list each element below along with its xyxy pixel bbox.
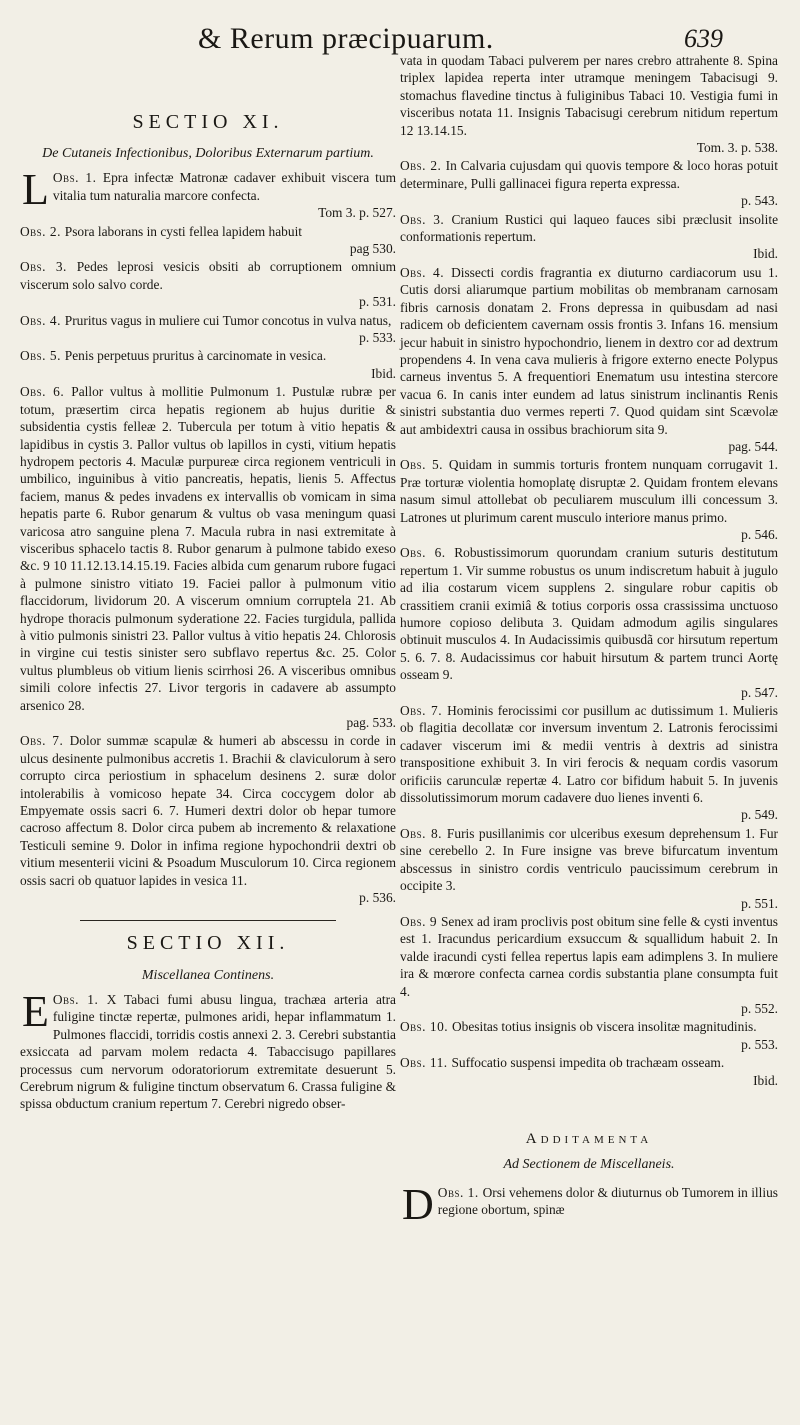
index-entry	[400, 1054, 778, 1089]
entry-page-ref: p. 552.	[741, 1000, 778, 1016]
entry-label: Obs. 3.	[400, 211, 452, 227]
entry-label: Obs. 10.	[400, 1019, 452, 1035]
entry-label: Obs. 1.	[437, 1184, 483, 1200]
entry-text: Pallor vultus à mollitie Pulmonum 1. Pustulæ rubræ per totum, præsertim circa hepatis regionem ab hujus duritie & subsidentia cystis felleæ 2. Tubercula per totum à vitio hepatis & lapidibus in cystis 3. Pallor vultus ob lapillos in cysti, vitium hepatis hydropem pectoris 4. Maculæ purpureæ circa regionem ventriculi in umbilico, inguinibus à vitio pancreatis, hepatis, lienis 5. Affectus faciem, manus & pedes invadens ex intervallis ob vomicam in sima hepatis parte 6. Rubor genarum & vultus ob vasa meningum quasi varicosa atro sanguine plena 7. Macula rubra in nasi extremitate à visceribus sphacelo tactis 8. Rubor genarum à pulmone tabido exeso &c. 9 10 11.12.13.14.15.19. Facies albida cum genarum rubore fugaci à pulmone sinistro vitiato 19. Faciei pallor à pulmonum vitio flaccidorum, lividorum 20. A viscerum omnium corruptela 21. Ab hydrope thoracis pulmonum syderatione 22. Facies turgidula, pallida à vitio pulmonis sinistri 23. Pallor vultus à vitio hepatis 24. Chlorosis in virgine cui testis sinister sero subflavo repertus &c. 25. Color vultus plumbleus ob vitium lienis scirrhosi 26. A visceribus omnibus simili colore infectis 27. Livor tergoris in cadavere ab assumpto arsenico 28.	[20, 384, 397, 713]
entry-text: X Tabaci fumi abusu lingua, trachæa arteria atra fuligine tinctæ repertæ, pulmones aridi, hepar inflammatum 1. Pulmones flaccidi, torridis costis annexi 2. 3. Cerebri substantia exsiccata ad parvam molem redacta 4. Tabaccisugo papillares processus cum nervorum odoratoriorum extremitate desuerunt 5. Cerebrum nigrum & fuligine tinctum observatum 6. Crassa fuligine & spissa obductum cranium repertum 7. Cerebri nigredo obser-	[20, 991, 397, 1112]
entry-label: Obs. 2.	[400, 158, 446, 174]
entry-label: Obs. 4.	[400, 264, 452, 280]
entry-page-ref: p. 536.	[359, 890, 396, 906]
section-divider	[80, 920, 336, 921]
index-entry	[20, 347, 396, 382]
additamenta-heading: Additamenta	[525, 1130, 653, 1147]
index-entry	[400, 211, 778, 263]
entry-label: Obs. 1.	[52, 170, 103, 186]
entry-text: Quidam in summis torturis frontem nunquam corrugavit 1. Præ torturæ violentia homoplatę disruptæ 2. Quidam frontem elevans nasum simul attollebat ob peculiarem musculum illi concessum 3. Latrones ut plurimum carent musculo interiore manus primo.	[400, 457, 779, 525]
entry-page-ref: pag 530.	[349, 241, 396, 257]
section-11-entries	[20, 165, 397, 906]
index-entry	[20, 223, 396, 258]
continuation-text: vata in quodam Tabaci pulverem per nares crebro attrahente 8. Spina triplex lapidea reperta inter utramque meningem Tabacisugi 9. stomachus flavedine tinctus à fuliginibus Tabaci 10. Vestigia fumi in visceribus notata 11. Insignis Tabacisugi cerebrum nitidum repertum 12 13.14.15.	[400, 53, 778, 138]
entry-label: Obs. 6.	[400, 545, 455, 561]
entry-page-ref: Ibid.	[753, 246, 778, 262]
entry-text: Furis pusillanimis cor ulceribus exesum deprehensum 1. Fur sine cerebello 2. In Fure insigne vas breve bifurcatum inventum abscessus in sinistro cordis ventriculo paucissimum cerebrum in occipite 3.	[400, 825, 779, 894]
drop-cap: E	[22, 986, 49, 1036]
index-entry	[20, 165, 397, 221]
entry-label: Obs. 2.	[20, 223, 65, 239]
entry-label: Obs. 5.	[20, 348, 65, 364]
right-entries	[400, 157, 778, 1089]
entry-text: Robustissimorum quorundam cranium suturis destitutum repertum 1. Vir summe robustus os unum indiscretum habuit à jugulo ad ilia costarum vicem supplens 2. singulare robur capitis ob crassitiem cranii eximiâ & totius corporis ossa crassissima unctuoso humore copioso delibuta 3. Quidam admodum agilis singulares obtinuit musculos 4. In Audacissimis quibusdã cor hirsutum repertum 5. 6. 7. 8. Audacissimus cor habuit hirsutum & partem trunci Aortę osseam 9.	[400, 545, 779, 683]
entry-text: Cranium Rustici qui laqueo fauces sibi præclusit insolite conformationis repertum.	[400, 211, 779, 245]
entry-text: Penis perpetuus pruritus à carcinomate in vesica.	[64, 348, 327, 364]
entry-text: Pruritus vagus in muliere cui Tumor concotus in vulva natus,	[64, 312, 392, 328]
entry-label: Obs. 1.	[52, 991, 107, 1007]
entry-text: In Calvaria cujusdam qui quovis tempore & loco horas potuit determinare, Pulli gallinacei figura reperta expressa.	[400, 158, 778, 191]
index-entry	[20, 312, 396, 347]
index-entry	[20, 383, 396, 731]
drop-cap: D	[402, 1179, 434, 1229]
entry-text: Senex ad iram proclivis post obitum sine felle & cysti inventus est 1. Iracundus pericardium exsuccum & squallidum habuit 2. In valde iracundi cysti fellea repertus lapis eam adimplens 3. In muliere ira & mœrore confecta carnea cordis substantia plane consumpta fuit 4.	[400, 913, 779, 999]
entry-page-ref: p. 551.	[741, 895, 778, 911]
entry-label: Obs. 9	[400, 913, 441, 929]
continuation-entry	[400, 52, 778, 156]
entry-page-ref: p. 546.	[741, 526, 778, 542]
entry-page-ref: p. 533.	[359, 330, 396, 346]
index-entry	[400, 456, 778, 543]
index-entry	[20, 732, 396, 906]
entry-label: Obs. 5.	[400, 457, 449, 473]
entry-text: Psora laborans in cysti fellea lapidem habuit	[64, 223, 303, 239]
entry-label: Obs. 6.	[20, 384, 72, 400]
drop-cap: L	[22, 165, 49, 215]
section-11-subtitle: De Cutaneis Infectionibus, Doloribus Externarum partium.	[42, 146, 374, 162]
entry-page-ref: pag. 544.	[728, 438, 778, 454]
index-entry	[400, 913, 778, 1017]
left-column	[20, 108, 396, 1114]
entry-page-ref: p. 547.	[741, 684, 778, 700]
entry-text: Suffocatio suspensi impedita ob trachæam osseam.	[451, 1055, 725, 1071]
index-entry	[400, 544, 778, 701]
entry-label: Obs. 7.	[20, 733, 70, 749]
entry-label: Obs. 3.	[20, 259, 77, 275]
index-entry	[20, 986, 397, 1113]
entry-page-ref: Tom 3. p. 527.	[318, 205, 396, 221]
section-12-subtitle: Miscellanea Continens.	[141, 967, 275, 983]
entry-label: Obs. 11.	[400, 1055, 452, 1071]
entry-text: Dissecti cordis fragrantia ex diuturno cardiacorum usu 1. Cutis dorsi aliarumque partium mobilitas ob membranam carnosam fibris carnosis donatam 2. Frons depressa in quibusdam ad nasi radicem ob deficientem cavernam ossis frontis 3. Infans 16. mensium jecur habuit in sinistro hypochondrio, lienem in dextro cor ad dextrum propendens 4. In vena cava mulieris à frigore externo enecte Polypus carneus inventus 5. A frequentiori Enematum usu intestina stercore vacua 6. In canis inter eundem ad latus sinistrum inclinantis Renis sinistri substantia duo vermes reperti 7. Quod quidam sint Scævolæ aut ambidextri causa in ossibus brachiorum sita 9.	[400, 264, 778, 437]
entry-page-ref: p. 543.	[741, 193, 778, 209]
section-12-heading: SECTIO XII.	[126, 932, 290, 955]
index-entry	[400, 264, 778, 455]
entry-page-ref: Ibid.	[371, 365, 396, 381]
entry-text: Obesitas totius insignis ob viscera insolitæ magnitudinis.	[451, 1019, 757, 1035]
entry-page-ref: Ibid.	[753, 1072, 778, 1088]
entry-page-ref: p. 531.	[359, 294, 396, 310]
index-entry	[400, 1018, 778, 1053]
entry-text: Pedes leprosi vesicis obsiti ab corruptionem omnium viscerum solo salvo corde.	[20, 259, 396, 292]
entry-label: Obs. 7.	[400, 703, 448, 719]
entry-page-ref: pag. 533.	[346, 715, 396, 730]
entry-text: Orsi vehemens dolor & diuturnus ob Tumorem in illius regione obortum, spinæ	[437, 1184, 779, 1218]
index-entry	[400, 1179, 779, 1229]
index-entry	[400, 825, 778, 912]
index-entry	[20, 258, 396, 310]
right-column	[400, 52, 779, 1229]
section-11-heading: SECTIO XI.	[132, 111, 284, 133]
entry-label: Obs. 4.	[20, 312, 65, 328]
entry-text: Hominis ferocissimi cor pusillum ac dutissimum 1. Mulieris ob flagitia decollatæ cor inversum inventum 2. Latronis ferocissimi cadaver viscerum imi & medii ventris à dextris ad sinistra transpositione exhibuit 3. In viri ferocis & nequam cordis vasorum orificiis carunculæ repertæ 4. Latro cor bifidum habuit 5. In juvenis dissolutissimorum morum cadavere duo lienes inventi 6.	[400, 703, 778, 806]
entry-label: Obs. 8.	[400, 825, 447, 841]
entry-text: Epra infectæ Matronæ cadaver exhibuit viscera tum vitalia tum naturalia marcore confecta.	[52, 170, 397, 203]
entry-page-ref: p. 553.	[741, 1036, 778, 1052]
page-number: 639	[684, 24, 723, 53]
index-entry	[400, 157, 778, 209]
section-12-entries	[20, 986, 397, 1113]
additamenta-subtitle: Ad Sectionem de Miscellaneis.	[503, 1157, 675, 1173]
additamenta-entries	[400, 1179, 779, 1229]
continuation-ref: Tom. 3. p. 538.	[696, 140, 778, 156]
index-entry	[400, 702, 778, 824]
running-head-title: & Rerum præcipuarum.	[198, 22, 494, 55]
entry-page-ref: p. 549.	[741, 807, 778, 823]
entry-text: Dolor summæ scapulæ & humeri ab abscessu in corde in ulcus desinente pulmonibus accretis 1. Brachii & claviculorum à sero corrupto circa periostium in sphacelum desinens 2. suræ dolor intolerabilis à vomicoso hepate 34. Circa coccygem dolor ab Empyemate ossis sacri 6. 7. Humeri dextri dolor ob hepar tumore cacroso affectum 8. Dolor circa pubem ab incremento & relaxatione Testiculi semine 9. Dolor in infima regione hypochondrii dextri ob vitium mesenterii vicini & Psoadum Musculorum 10. Circa regionem ossis sacri ob quatuor lapides in vesica 11.	[20, 733, 396, 888]
